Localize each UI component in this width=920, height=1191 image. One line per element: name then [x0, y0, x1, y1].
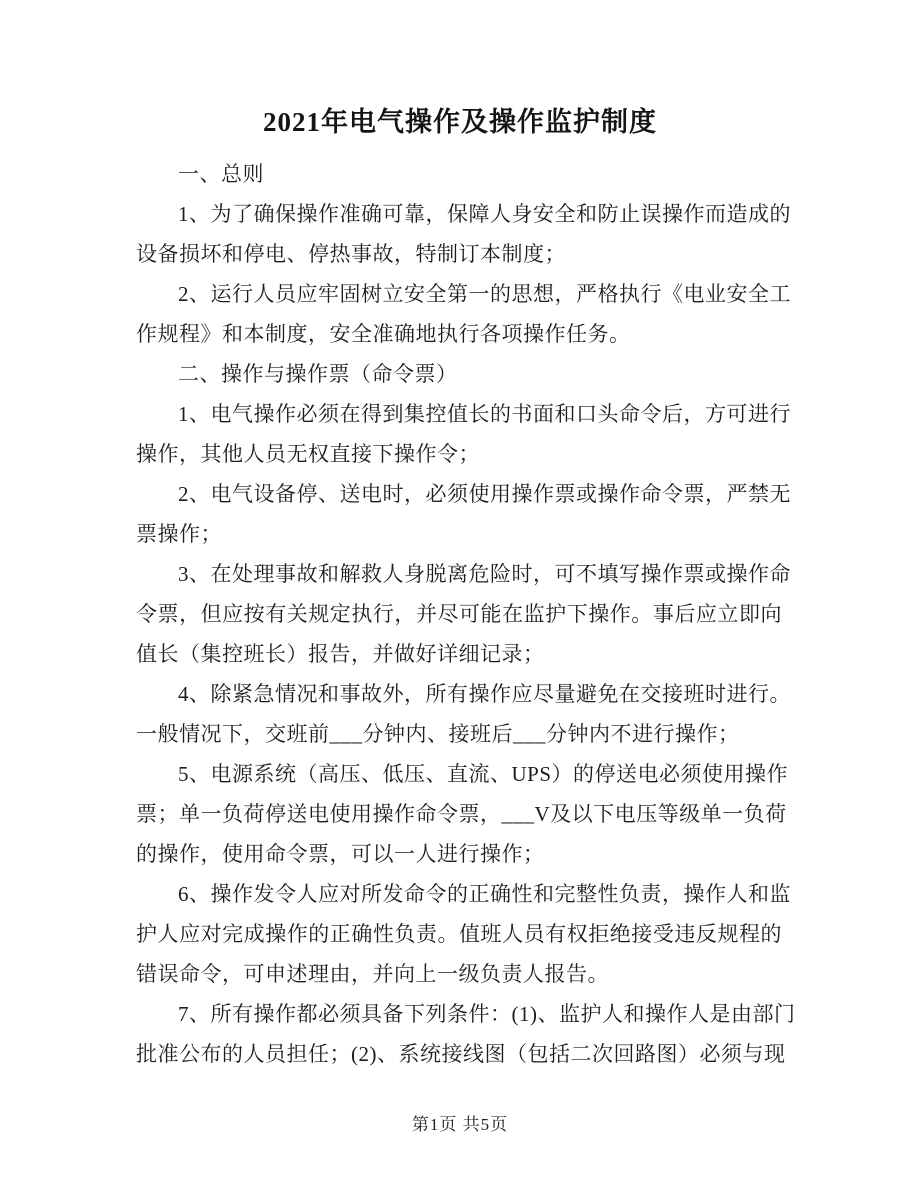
paragraph-line: 值长（集控班长）报告，并做好详细记录；: [136, 642, 545, 666]
paragraph-general-1: [136, 194, 791, 274]
document-body: [136, 154, 796, 1074]
paragraph-ticket-2: [136, 474, 791, 554]
paragraph-ticket-6: [136, 874, 791, 994]
document-title: 2021年电气操作及操作监护制度: [263, 107, 657, 137]
paragraph-line: 6、操作发令人应对所发命令的正确性和完整性负责，操作人和监: [178, 882, 791, 906]
paragraph-general-2: [136, 274, 791, 354]
paragraph-line: 3、在处理事故和解救人身脱离危险时，可不填写操作票或操作命: [178, 562, 791, 586]
paragraph-ticket-4: [136, 674, 791, 754]
paragraph-line: 票；单一负荷停送电使用操作命令票，___V及以下电压等级单一负荷: [136, 802, 787, 826]
paragraph-line: 的操作，使用命令票，可以一人进行操作；: [136, 842, 545, 866]
paragraph-line: 批准公布的人员担任；(2)、系统接线图（包括二次回路图）必须与现: [136, 1042, 786, 1066]
paragraph-line: 一般情况下，交班前___分钟内、接班后___分钟内不进行操作；: [136, 722, 740, 746]
paragraph-line: 7、所有操作都必须具备下列条件：(1)、监护人和操作人是由部门: [178, 1002, 796, 1026]
section-heading-general: [136, 154, 782, 194]
page-footer: [0, 1113, 920, 1137]
paragraph-line: 票操作；: [136, 522, 222, 546]
paragraph-line: 设备损坏和停电、停热事故，特制订本制度；: [136, 242, 566, 266]
paragraph-line: 作规程》和本制度，安全准确地执行各项操作任务。: [136, 322, 631, 346]
paragraph-line: 4、除紧急情况和事故外，所有操作应尽量避免在交接班时进行。: [178, 682, 791, 706]
paragraph-line: 1、电气操作必须在得到集控值长的书面和口头命令后，方可进行: [178, 402, 791, 426]
paragraph-line: 2、运行人员应牢固树立安全第一的思想，严格执行《电业安全工: [178, 282, 791, 306]
paragraph-line: 5、电源系统（高压、低压、直流、UPS）的停送电必须使用操作: [178, 762, 789, 786]
paragraph-line: 令票，但应按有关规定执行，并尽可能在监护下操作。事后应立即向: [136, 602, 782, 626]
paragraph-ticket-3: [136, 554, 791, 674]
paragraph-line: 1、为了确保操作准确可靠，保障人身安全和防止误操作而造成的: [178, 202, 791, 226]
paragraph-ticket-1: [136, 394, 791, 474]
paragraph-line: 2、电气设备停、送电时，必须使用操作票或操作命令票，严禁无: [178, 482, 791, 506]
paragraph-line: 错误命令，可申述理由，并向上一级负责人报告。: [136, 962, 609, 986]
section-heading-operation-ticket: [136, 354, 782, 394]
paragraph-line: 操作，其他人员无权直接下操作令；: [136, 442, 480, 466]
heading-line: 二、操作与操作票（命令票）: [178, 362, 458, 386]
paragraph-line: 护人应对完成操作的正确性负责。值班人员有权拒绝接受违反规程的: [136, 922, 782, 946]
paragraph-ticket-7: [136, 994, 796, 1074]
page-number: 第1页 共5页: [411, 1115, 509, 1134]
heading-line: 一、总则: [178, 162, 264, 186]
paragraph-ticket-5: [136, 754, 789, 874]
